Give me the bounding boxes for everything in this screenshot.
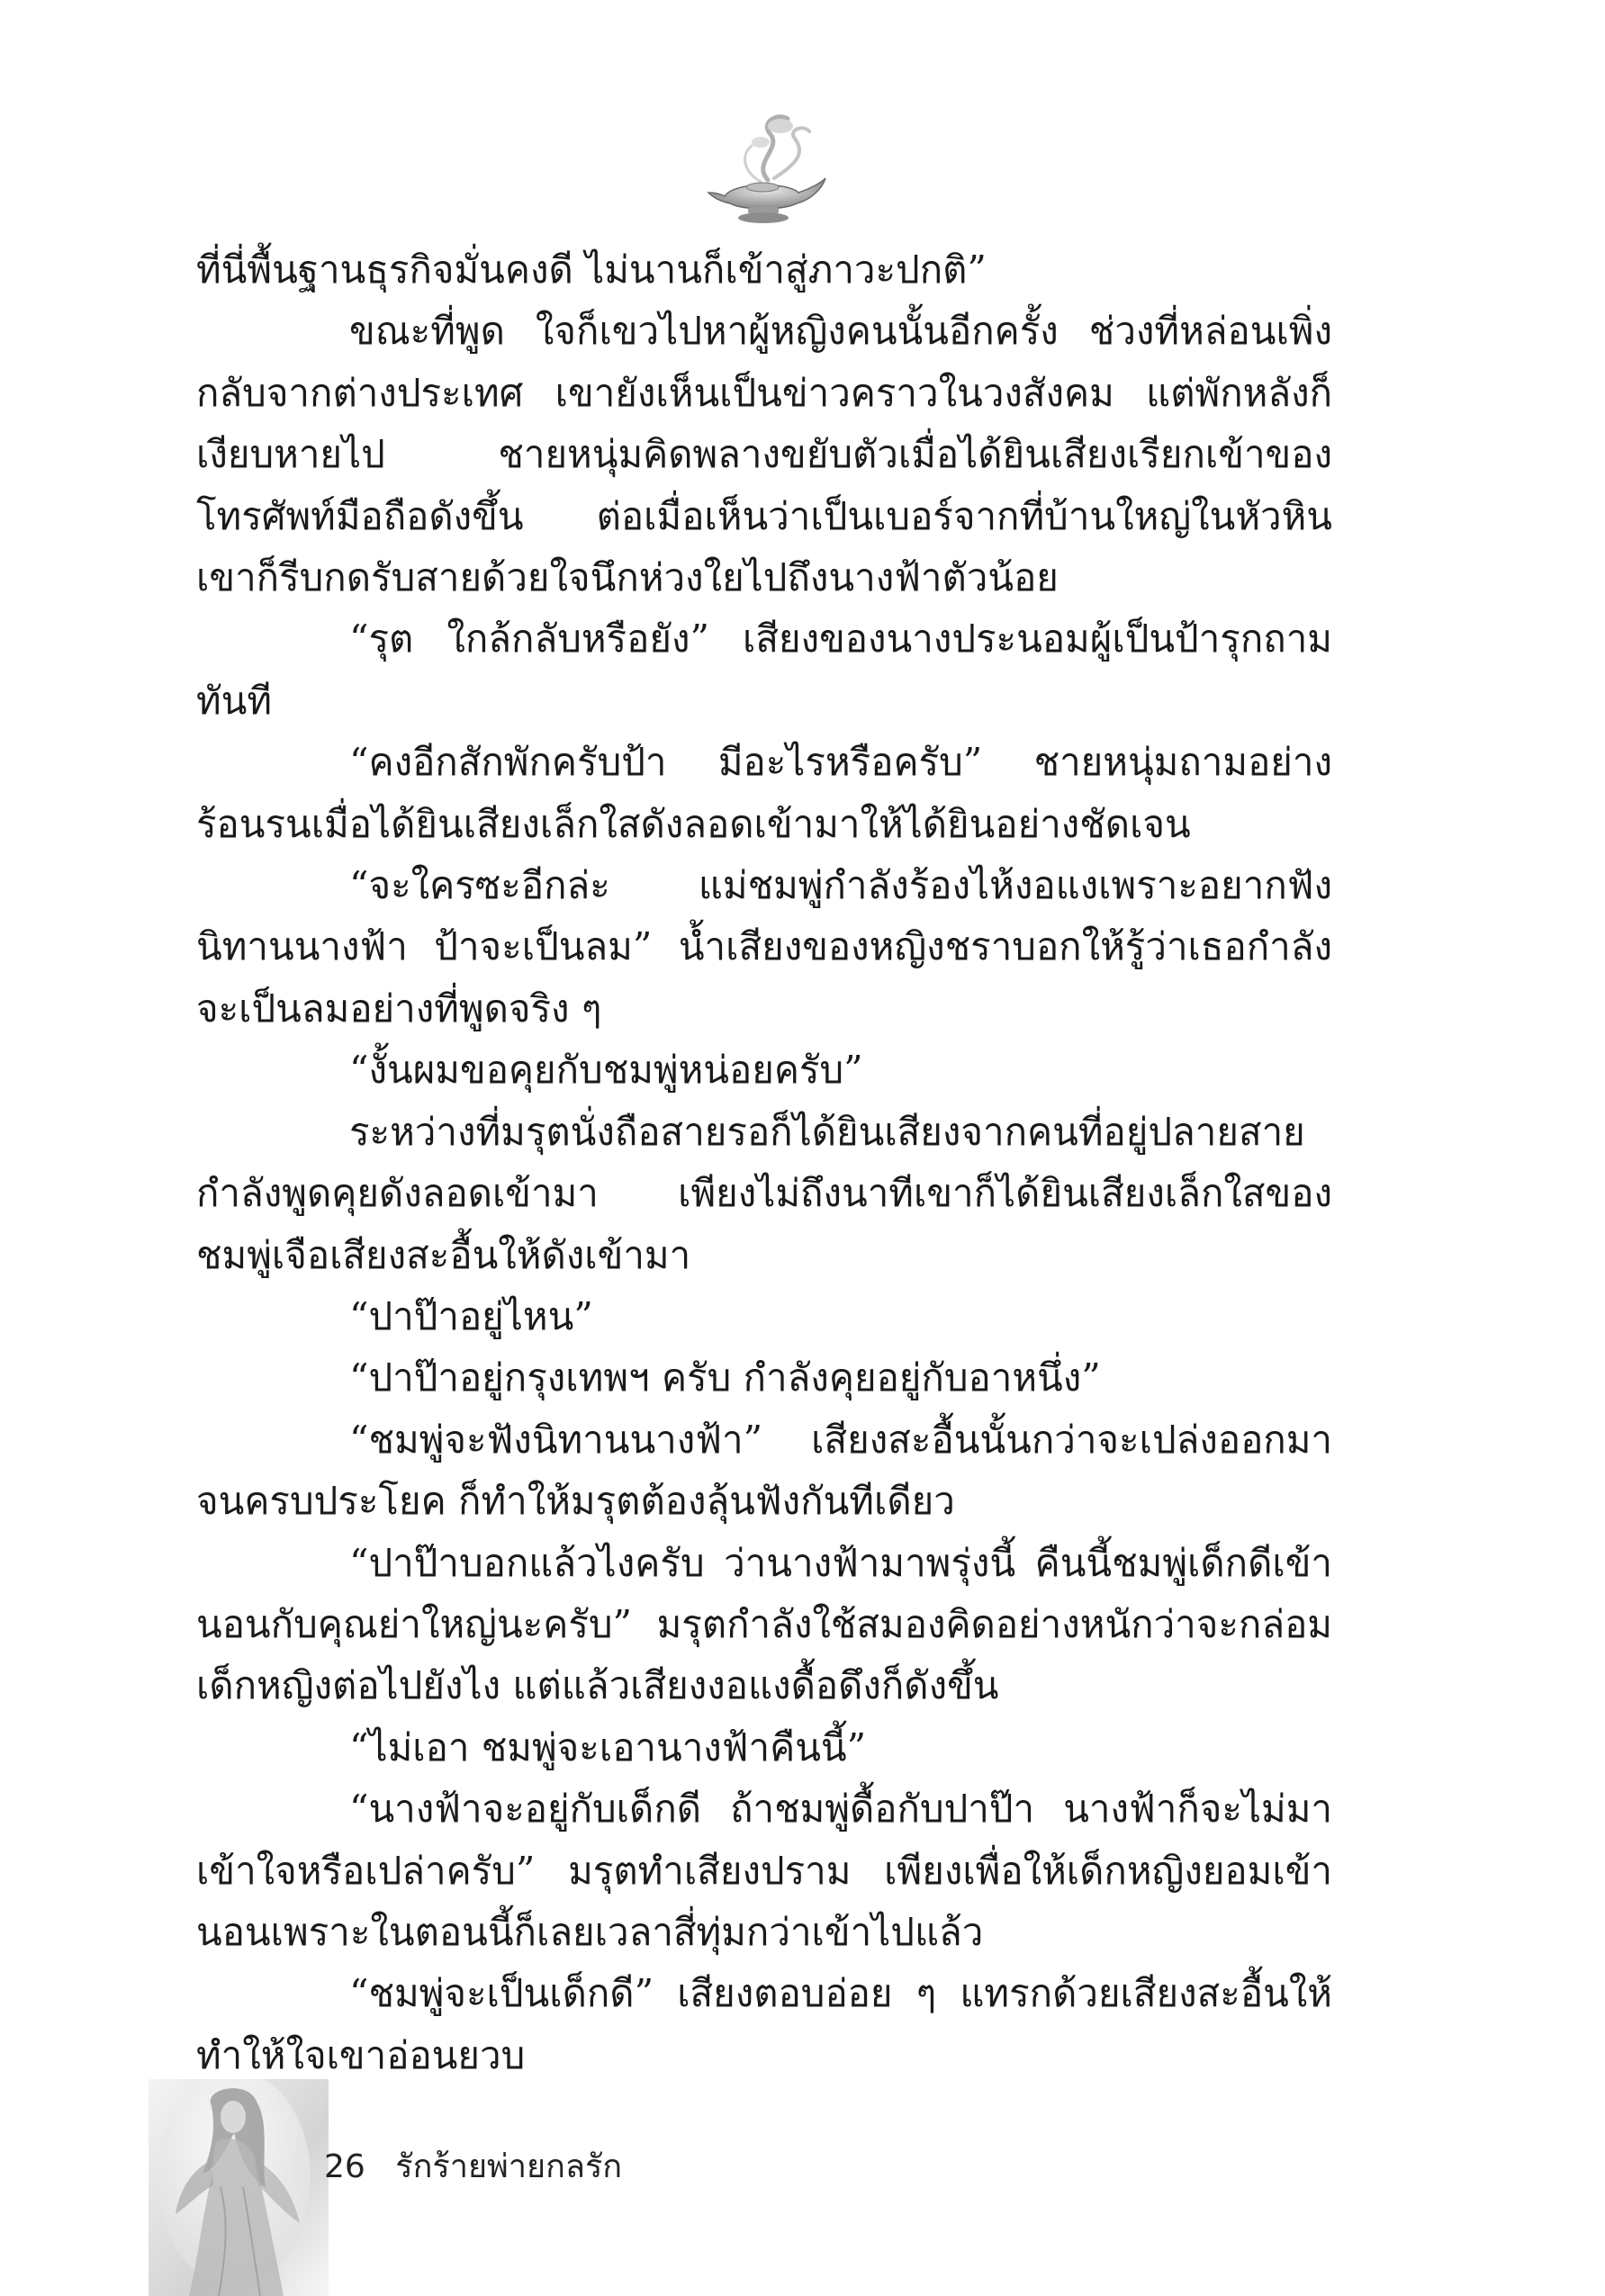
genie-lamp-icon [698,99,833,234]
paragraph: “ปาป๊าอยู่กรุงเทพฯ ครับ กำลังคุยอยู่กับอาหนึ่ง” [349,1355,1101,1400]
paragraph: “ชมพู่จะฟังนิทานนางฟ้า” เสียงสะอื้นนั้นกว่าจะเปล่งออกมาจนครบประโยค ก็ทำให้มรุตต้องลุ้นฟังกันทีเดียว [196,1417,1332,1524]
paragraph: “งั้นผมขอคุยกับชมพู่หน่อยครับ” [349,1048,863,1093]
page-number: 26 [324,2148,365,2185]
paragraph: “ปาป๊าอยู่ไหน” [349,1293,593,1338]
paragraph: “รุต ใกล้กลับหรือยัง” เสียงของนางประนอมผู้เป็นป้ารุกถามทันที [196,617,1332,723]
body-text [196,239,1332,2086]
paragraph: “คงอีกสักพักครับป้า มีอะไรหรือครับ” ชายหนุ่มถามอย่างร้อนรนเมื่อได้ยินเสียงเล็กใสดังลอดเข้ามาให้ได้ยินอย่างชัดเจน [196,740,1332,846]
page-footer [0,2079,1605,2296]
footer-caption [324,2140,622,2192]
angel-figure-icon [149,2079,329,2296]
paragraph: “นางฟ้าจะอยู่กับเด็กดี ถ้าชมพู่ดื้อกับปาป๊า นางฟ้าก็จะไม่มาเข้าใจหรือเปล่าครับ” มรุตทำเสียงปราม เพียงเพื่อให้เด็กหญิงยอมเข้านอนเพราะในตอนนี้ก็เลยเวลาสี่ทุ่มกว่าเข้าไปแล้ว [196,1787,1332,1954]
paragraph: “จะใครซะอีกล่ะ แม่ชมพู่กำลังร้องไห้งอแงเพราะอยากฟังนิทานนางฟ้า ป้าจะเป็นลม” น้ำเสียงของหญิงชราบอกให้รู้ว่าเธอกำลังจะเป็นลมอย่างที่พูดจริง ๆ [196,863,1332,1031]
paragraph: ที่นี่พื้นฐานธุรกิจมั่นคงดี ไม่นานก็เข้าสู่ภาวะปกติ” [196,248,987,292]
book-title: รักร้ายพ่ายกลรัก [395,2148,623,2185]
paragraph: “ชมพู่จะเป็นเด็กดี” เสียงตอบอ่อย ๆ แทรกด้วยเสียงสะอื้นให้ทำให้ใจเขาอ่อนยวบ [196,1971,1332,2077]
paragraph: ระหว่างที่มรุตนั่งถือสายรอก็ได้ยินเสียงจากคนที่อยู่ปลายสายกำลังพูดคุยดังลอดเข้ามา เพียงไม่ถึงนาทีเขาก็ได้ยินเสียงเล็กใสของชมพู่เจือเสียงสะอื้นให้ดังเข้ามา [196,1109,1332,1277]
paragraph: “ไม่เอา ชมพู่จะเอานางฟ้าคืนนี้” [349,1724,867,1769]
paragraph: “ปาป๊าบอกแล้วไงครับ ว่านางฟ้ามาพรุ่งนี้ คืนนี้ชมพู่เด็กดีเข้านอนกับคุณย่าใหญ่นะครับ” มรุตกำลังใช้สมองคิดอย่างหนักว่าจะกล่อมเด็กหญิงต่อไปยังไง แต่แล้วเสียงงอแงดื้อดึงก็ดังขึ้น [196,1540,1332,1708]
paragraph: ขณะที่พูด ใจก็เขวไปหาผู้หญิงคนนั้นอีกครั้ง ช่วงที่หล่อนเพิ่งกลับจากต่างประเทศ เขายังเห็นเป็นข่าวคราวในวงสังคม แต่พักหลังก็เงียบหายไป ชายหนุ่มคิดพลางขยับตัวเมื่อได้ยินเสียงเรียกเข้าของโทรศัพท์มือถือดังขึ้น ต่อเมื่อเห็นว่าเป็นเบอร์จากที่บ้านใหญ่ในหัวหิน เขาก็รีบกดรับสายด้วยใจนึกห่วงใยไปถึงนางฟ้าตัวน้อย [196,309,1332,600]
